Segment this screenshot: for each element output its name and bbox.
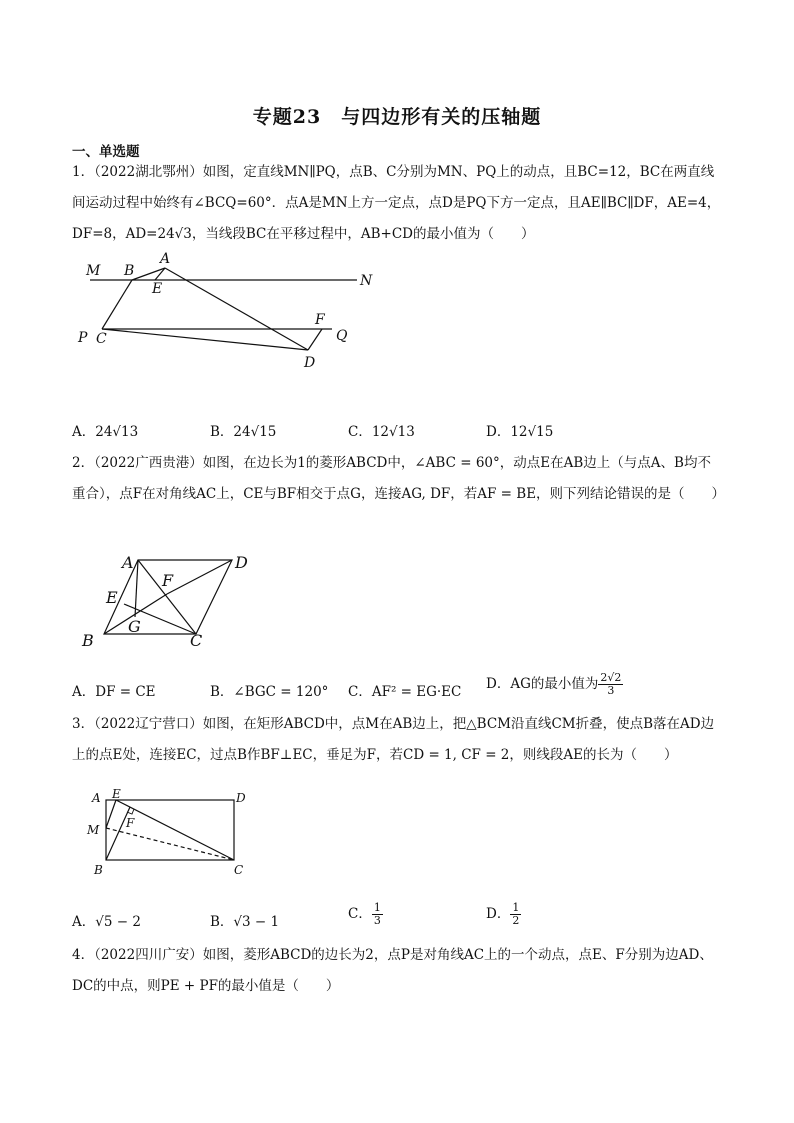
question-3-number: 3． bbox=[72, 716, 95, 732]
question-4-number: 4． bbox=[72, 947, 95, 963]
q2-option-b[interactable]: B．∠BGC = 120° bbox=[210, 684, 329, 700]
q2-option-c[interactable]: C．AF² = EG·EC bbox=[348, 684, 462, 700]
question-4 bbox=[72, 940, 722, 1002]
page-title: 专题23 与四边形有关的压轴题 bbox=[252, 106, 542, 128]
segment-df bbox=[308, 329, 322, 350]
label-b: B bbox=[82, 631, 94, 650]
label-p: P bbox=[78, 330, 88, 346]
q3-option-a[interactable]: A．√5 − 2 bbox=[72, 914, 141, 930]
label-n: N bbox=[360, 273, 373, 289]
label-f: F bbox=[162, 571, 174, 590]
q1-option-c[interactable]: C．12√13 bbox=[348, 424, 415, 440]
segment-df bbox=[167, 560, 232, 594]
q3-option-d-text: D． bbox=[486, 906, 511, 922]
fraction-denominator: 2 bbox=[512, 914, 520, 927]
q3-option-b[interactable]: B．√3 − 1 bbox=[210, 914, 280, 930]
q1-option-d[interactable]: D．12√15 bbox=[486, 424, 554, 440]
fold-line-cm bbox=[106, 828, 234, 860]
label-g: G bbox=[128, 617, 141, 636]
label-c: C bbox=[96, 331, 107, 347]
q2-option-d-fraction bbox=[598, 672, 623, 697]
fraction-denominator: 3 bbox=[373, 914, 381, 927]
segment-em bbox=[106, 800, 116, 828]
label-b: B bbox=[124, 263, 135, 279]
question-1-figure bbox=[72, 250, 392, 375]
q1-option-b[interactable]: B．24√15 bbox=[210, 424, 277, 440]
fraction-numerator: 2√2 bbox=[600, 671, 622, 684]
question-2-text: （2022广西贵港）如图，在边长为1的菱形ABCD中，∠ABC = 60°，动点E在AB边上（与点A、B均不重合），点F在对角线AC上，CE与BF相交于点G，连接AG, DF，若AF = BE，则下列结论错误的是（ ） bbox=[72, 455, 726, 502]
segment-bc bbox=[102, 280, 132, 329]
question-2-figure bbox=[72, 548, 262, 653]
question-3-figure bbox=[84, 788, 259, 880]
question-1-text: （2022湖北鄂州）如图，定直线MN∥PQ，点B、C分别为MN、PQ上的动点，且BC=12，BC在两直线间运动过程中始终有∠BCQ=60°．点A是MN上方一定点，点D是PQ下方一定点，且AE∥BC∥DF，AE=4，DF=8，AD=24√3，当线段BC在平移过程中，AB+CD的最小值为（ ） bbox=[72, 164, 721, 242]
label-m: M bbox=[86, 263, 101, 279]
question-4-text: （2022四川广安）如图，菱形ABCD的边长为2，点P是对角线AC上的一个动点，点E、F分别为边AD、DC的中点，则PE + PF的最小值是（ ） bbox=[72, 947, 713, 994]
fraction-numerator: 1 bbox=[373, 901, 381, 914]
label-d: D bbox=[235, 553, 248, 572]
label-m: M bbox=[87, 823, 100, 837]
q2-option-a[interactable]: A．DF = CE bbox=[72, 684, 156, 700]
label-q: Q bbox=[336, 328, 348, 344]
q1-option-a[interactable]: A．24√13 bbox=[72, 424, 139, 440]
section-heading: 一、单选题 bbox=[72, 144, 140, 160]
question-2-number: 2． bbox=[72, 455, 95, 471]
label-b: B bbox=[94, 863, 103, 877]
fraction-denominator: 3 bbox=[607, 684, 615, 697]
q3-option-c-fraction bbox=[372, 902, 383, 927]
q3-option-d[interactable] bbox=[486, 902, 521, 927]
label-a: A bbox=[160, 251, 171, 267]
q2-option-d-text: D．AG的最小值为 bbox=[486, 676, 599, 692]
question-3-text: （2022辽宁营口）如图，在矩形ABCD中，点M在AB边上，把△BCM沿直线CM折叠，使点B落在AD边上的点E处，连接EC，过点B作BF⊥EC，垂足为F，若CD = 1, CF = 2，则线段AE的长为（ ） bbox=[72, 716, 715, 763]
question-1-number: 1． bbox=[72, 164, 95, 180]
label-d: D bbox=[236, 791, 246, 805]
q3-option-d-fraction bbox=[510, 902, 521, 927]
label-a: A bbox=[92, 791, 101, 805]
question-2 bbox=[72, 448, 726, 510]
label-e: E bbox=[106, 588, 118, 607]
label-c: C bbox=[190, 631, 203, 650]
q2-option-d[interactable] bbox=[486, 672, 623, 697]
label-d: D bbox=[304, 355, 316, 371]
label-f: F bbox=[126, 816, 135, 830]
question-3 bbox=[72, 709, 722, 771]
label-e: E bbox=[152, 281, 163, 297]
q3-option-c[interactable] bbox=[348, 902, 383, 927]
label-e: E bbox=[112, 788, 121, 801]
segment-ag bbox=[135, 560, 138, 617]
question-1 bbox=[72, 157, 722, 250]
fraction-numerator: 1 bbox=[512, 901, 520, 914]
label-c: C bbox=[234, 863, 244, 877]
rectangle-abcd bbox=[106, 800, 234, 860]
label-a: A bbox=[122, 553, 134, 572]
label-f: F bbox=[315, 312, 325, 328]
q3-option-c-text: C． bbox=[348, 906, 372, 922]
